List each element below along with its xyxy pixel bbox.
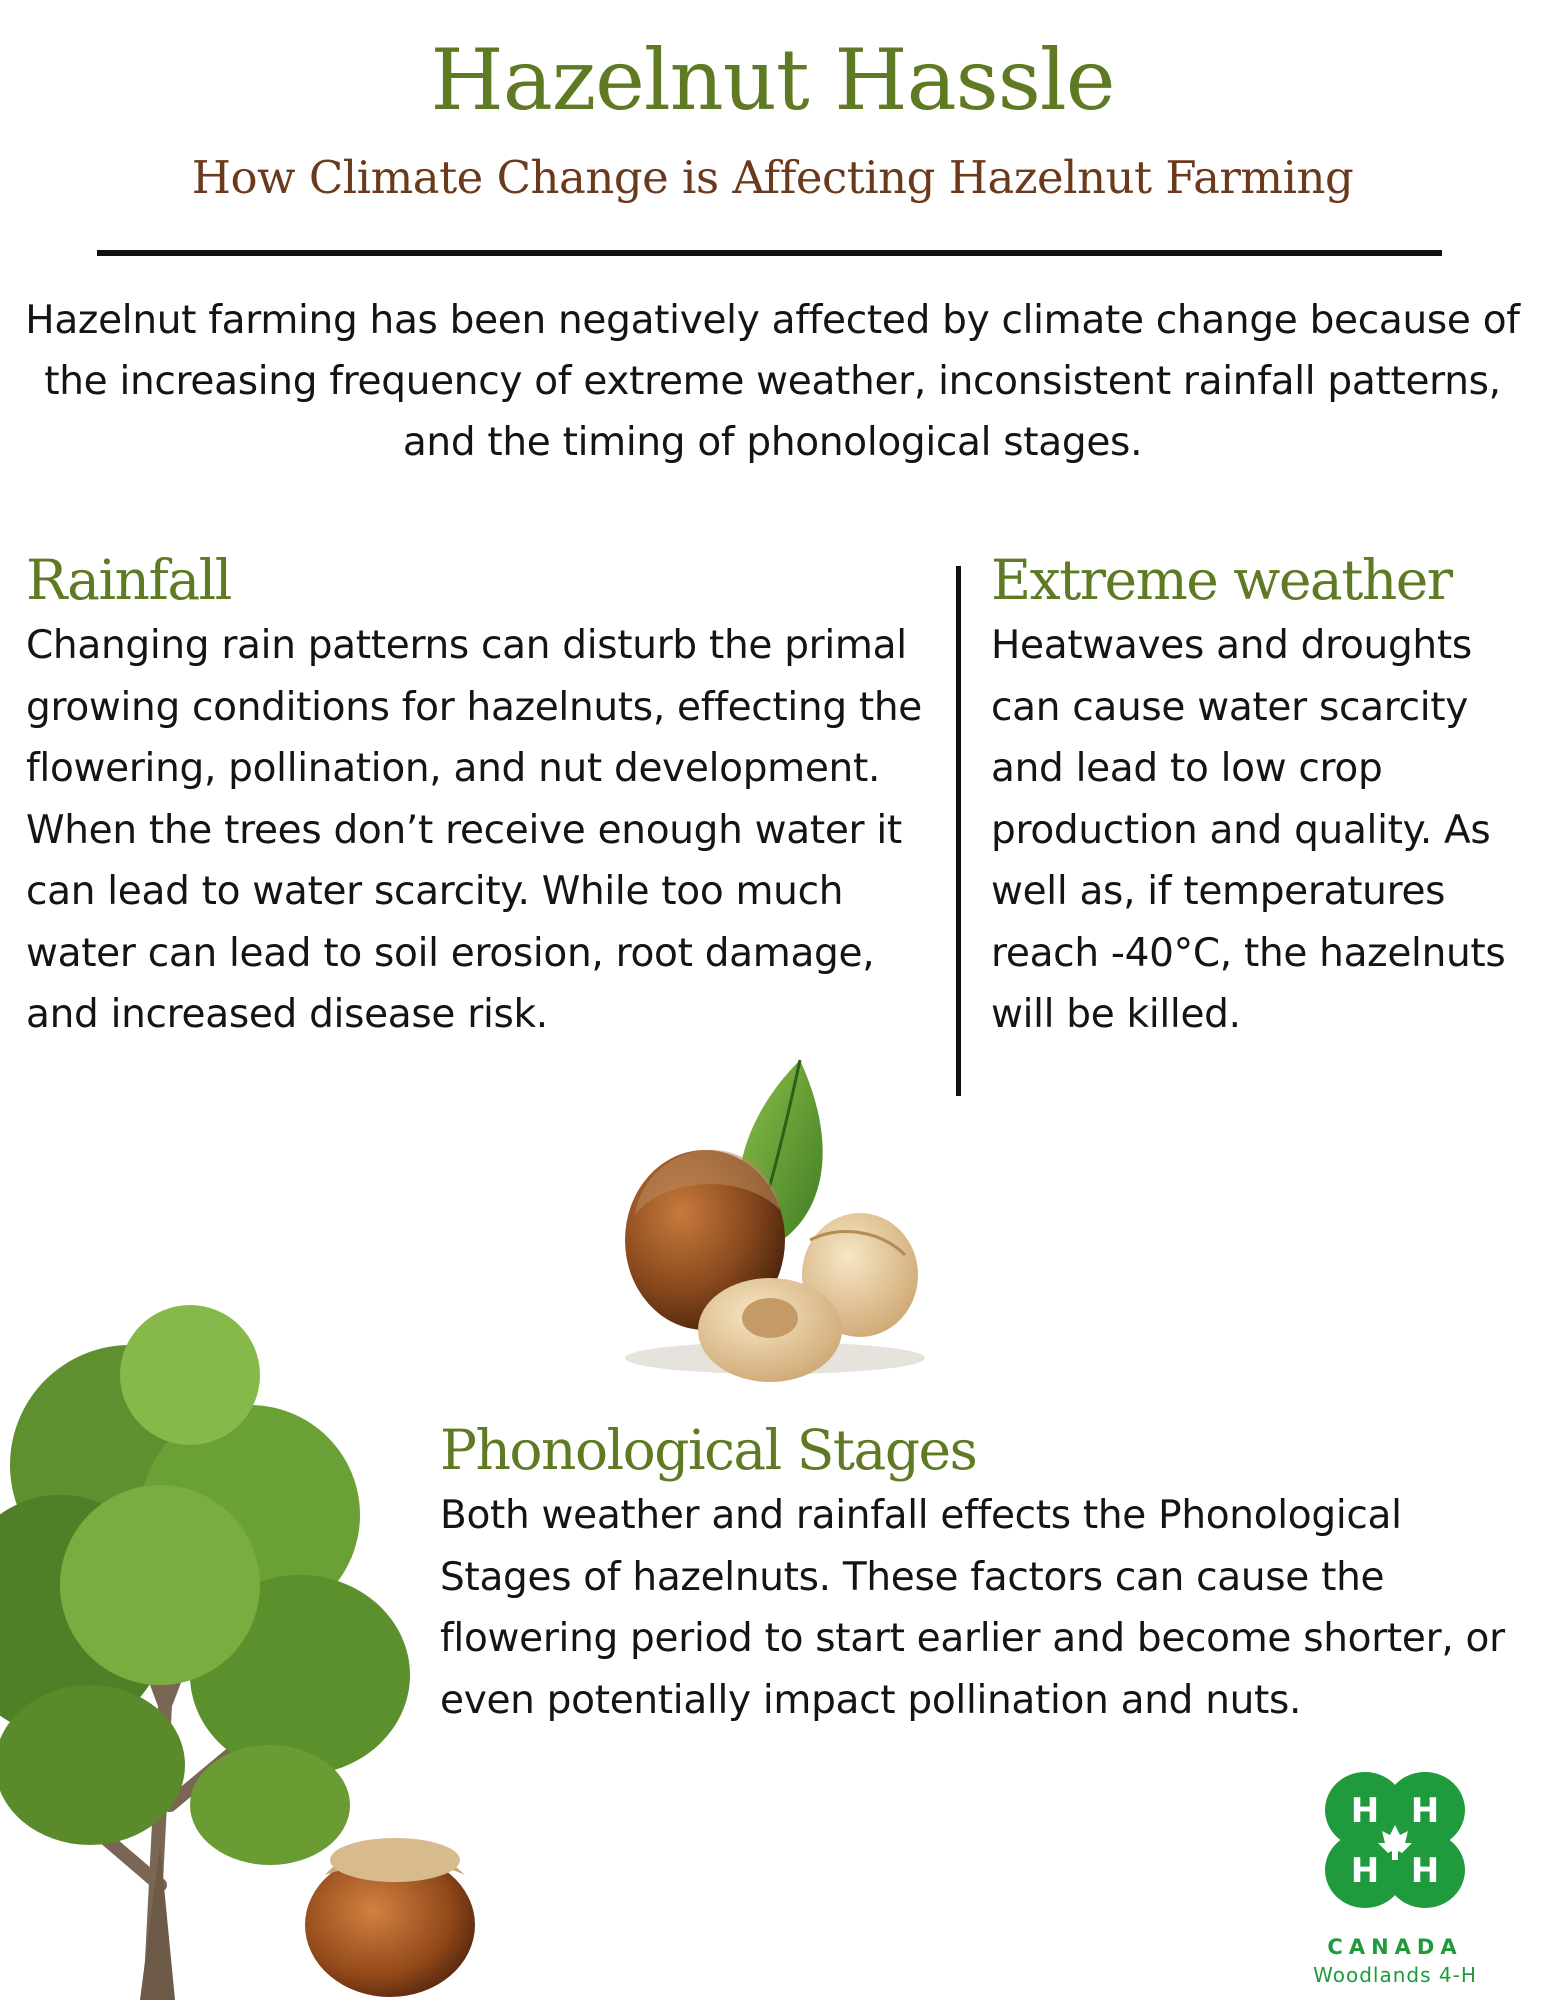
phonological-paragraph: Both weather and rainfall effects the Phonological Stages of hazelnuts. These factors can cause the flowering period to start earlier and become shorter, or even potentially impact pollination and nuts.	[440, 1493, 1505, 1723]
logo-org-text: Woodlands 4-H	[1313, 1963, 1477, 1987]
four-h-clover-logo	[1310, 1765, 1480, 1915]
column-divider	[956, 566, 961, 1096]
svg-text:H: H	[1350, 1851, 1380, 1891]
logo-country-text: CANADA	[1327, 1935, 1463, 1959]
svg-text:H: H	[1410, 1851, 1440, 1891]
hazelnut-image	[295, 1820, 485, 2000]
svg-text:H: H	[1350, 1791, 1380, 1831]
intro-paragraph: Hazelnut farming has been negatively affected by climate change because of the increasing frequency of extreme weather, inconsistent rainfall patterns, and the timing of phonological stages.	[25, 298, 1520, 465]
rainfall-paragraph: Changing rain patterns can disturb the primal growing conditions for hazelnuts, effecting the flowering, pollination, and nut development. When the trees don’t receive enough water it can lead to water scarcity. While too much water can lead to soil erosion, root damage, and increased disease risk.	[26, 623, 923, 1037]
rainfall-heading: Rainfall	[26, 548, 231, 612]
page-subtitle: How Climate Change is Affecting Hazelnut Farming	[191, 151, 1354, 204]
extreme-weather-heading: Extreme weather	[991, 548, 1452, 612]
header-divider	[97, 250, 1442, 256]
phonological-heading: Phonological Stages	[440, 1418, 977, 1482]
svg-text:H: H	[1410, 1791, 1440, 1831]
extreme-weather-paragraph: Heatwaves and droughts can cause water scarcity and lead to low crop production and quality. As well as, if temperatures reach -40°C, the hazelnuts will be killed.	[991, 623, 1506, 1037]
hazelnuts-with-leaf-image	[600, 1040, 940, 1385]
page-title: Hazelnut Hassle	[430, 31, 1115, 129]
